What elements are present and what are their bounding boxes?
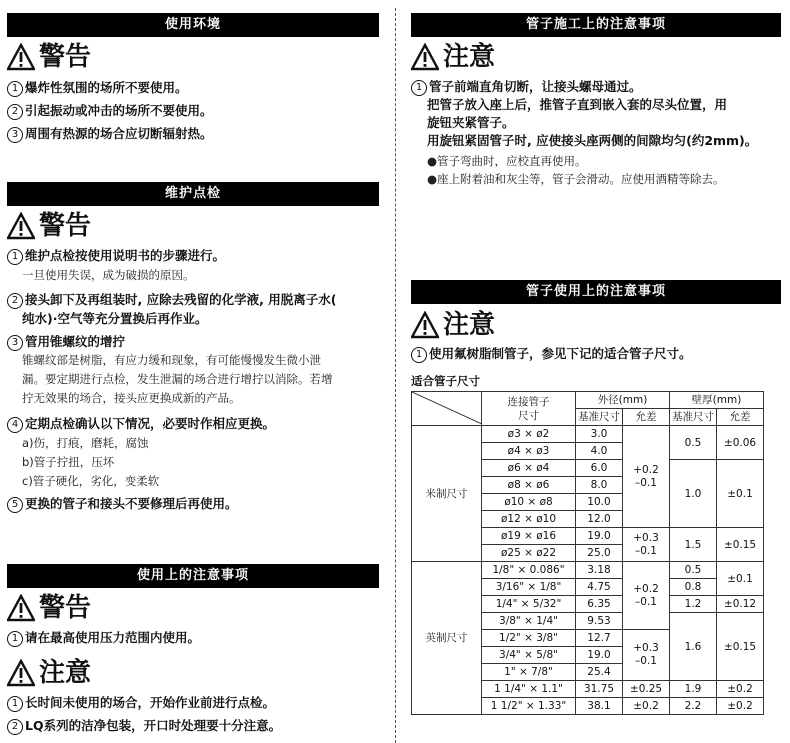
table-cell: ±0.25 [623, 681, 670, 698]
table-cell: 25.4 [576, 664, 623, 681]
list-item: 1 爆炸性氛围的场所不要使用。 [7, 79, 188, 97]
list-item: 1 使用氟树脂制管子，参见下记的适合管子尺寸。 [411, 345, 692, 363]
list-item: 5 更换的管子和接头不要修理后再使用。 [7, 495, 238, 513]
warning-triangle-icon [411, 311, 439, 339]
table-cell: 6.0 [576, 460, 623, 477]
table-cell: 3.0 [576, 426, 623, 443]
caution-heading: 注意 [411, 310, 495, 340]
table-cell: 1.0 [670, 460, 717, 528]
list-item: 4 定期点检确认以下情况，必要时作相应更换。 [7, 415, 275, 433]
table-cell: ø10 × ø8 [482, 494, 576, 511]
table-cell: +0.3 –0.1 [623, 630, 670, 681]
column-divider [395, 8, 396, 743]
table-cell: 1/2" × 3/8" [482, 630, 576, 647]
table-cell: 1.9 [670, 681, 717, 698]
table-cell: 1 1/4" × 1.1" [482, 681, 576, 698]
table-cell: ø4 × ø3 [482, 443, 576, 460]
group-label-metric: 米制尺寸 [412, 426, 482, 562]
table-cell: 3/4" × 5/8" [482, 647, 576, 664]
table-title: 适合管子尺寸 [411, 374, 480, 388]
table-cell: ±0.15 [717, 528, 764, 562]
list-item-note: a)伤，打痕，磨耗，腐蚀 [22, 436, 149, 450]
table-cell: ±0.15 [717, 613, 764, 681]
list-item: 2 接头卸下及再组装时, 应除去残留的化学液, 用脱离子水( [7, 291, 336, 309]
list-item-note: 锥螺纹部是树脂，有应力缓和现象，有可能慢慢发生微小泄 [22, 353, 321, 367]
table-cell: 6.35 [576, 596, 623, 613]
header-cell: 基准尺寸 [670, 409, 717, 426]
warning-heading: 警告 [7, 42, 91, 72]
table-cell: 0.8 [670, 579, 717, 596]
table-cell: ø12 × ø10 [482, 511, 576, 528]
table-cell: ±0.1 [717, 460, 764, 528]
table-cell: 4.0 [576, 443, 623, 460]
table-cell: 3.18 [576, 562, 623, 579]
table-cell: 31.75 [576, 681, 623, 698]
table-cell: +0.2 –0.1 [623, 426, 670, 528]
section-bar-maintenance: 维护点检 [7, 182, 379, 206]
caution-heading: 注意 [7, 658, 91, 688]
table-cell: ±0.2 [623, 698, 670, 715]
table-cell: 1" × 7/8" [482, 664, 576, 681]
table-cell: +0.2 –0.1 [623, 562, 670, 630]
diagonal-line [412, 392, 482, 424]
list-item: 1 维护点检按使用说明书的步骤进行。 [7, 247, 225, 265]
list-item-note: c)管子硬化，劣化，变柔软 [22, 474, 160, 488]
table-cell: ø3 × ø2 [482, 426, 576, 443]
warning-triangle-icon [7, 659, 35, 687]
table-cell: 1.2 [670, 596, 717, 613]
table-cell: ±0.1 [717, 562, 764, 596]
section-bar-usage: 使用上的注意事项 [7, 564, 379, 588]
list-item: 2 LQ系列的洁净包装，开口时处理要十分注意。 [7, 717, 281, 735]
table-cell: 9.53 [576, 613, 623, 630]
table-cell: 1.6 [670, 613, 717, 681]
list-item: 2 引起振动或冲击的场所不要使用。 [7, 102, 213, 120]
header-cell: 壁厚(mm) [670, 392, 764, 409]
list-item-note: 拧无效果的场合，接头应更换成新的产品。 [22, 391, 241, 405]
table-cell: ±0.12 [717, 596, 764, 613]
table-cell: ø25 × ø22 [482, 545, 576, 562]
table-cell: ±0.2 [717, 681, 764, 698]
table-cell: 0.5 [670, 426, 717, 460]
table-cell: 4.75 [576, 579, 623, 596]
table-cell: +0.3 –0.1 [623, 528, 670, 562]
table-cell: 1.5 [670, 528, 717, 562]
caution-heading: 注意 [411, 42, 495, 72]
list-item: 1 请在最高使用压力范围内使用。 [7, 629, 200, 647]
table-cell: 1/8" × 0.086" [482, 562, 576, 579]
table-cell: 12.7 [576, 630, 623, 647]
table-cell: 10.0 [576, 494, 623, 511]
list-item-cont: 用旋钮紧固管子时, 应使接头座两侧的间隙均匀(约2mm)。 [427, 133, 758, 148]
table-cell: 38.1 [576, 698, 623, 715]
header-cell: 允差 [717, 409, 764, 426]
list-item-cont: 旋钮夹紧管子。 [427, 115, 515, 130]
list-item: 1 长时间未使用的场合，开始作业前进行点检。 [7, 694, 275, 712]
list-item: 1 管子前端直角切断，让接头螺母通过。 [411, 78, 642, 96]
bullet-note: ●座上附着油和灰尘等，管子会滑动。应使用酒精等除去。 [427, 172, 725, 186]
warning-triangle-icon [7, 212, 35, 240]
list-item-note: 一旦使用失误，成为破损的原因。 [22, 268, 195, 282]
header-cell: 允差 [623, 409, 670, 426]
group-label-inch: 英制尺寸 [412, 562, 482, 715]
list-item-cont: 把管子放入座上后，推管子直到嵌入套的尽头位置，用 [427, 97, 728, 112]
table-corner-cell [412, 392, 482, 426]
section-bar-pipe-usage: 管子使用上的注意事项 [411, 280, 781, 304]
list-item-cont: 纯水)·空气等充分置换后再作业。 [22, 311, 208, 326]
table-cell: 1 1/2" × 1.33" [482, 698, 576, 715]
header-cell: 外径(mm) [576, 392, 670, 409]
table-cell: 2.2 [670, 698, 717, 715]
list-item: 3 管用锥螺纹的增拧 [7, 333, 125, 351]
table-cell: 12.0 [576, 511, 623, 528]
table-cell: ø8 × ø6 [482, 477, 576, 494]
table-cell: ±0.2 [717, 698, 764, 715]
bullet-note: ●管子弯曲时，应校直再使用。 [427, 154, 587, 168]
list-item: 3 周围有热源的场合应切断辐射热。 [7, 125, 213, 143]
table-cell: 0.5 [670, 562, 717, 579]
list-item-note: b)管子拧扭，压坏 [22, 455, 115, 469]
warning-heading: 警告 [7, 211, 91, 241]
table-cell: ø19 × ø16 [482, 528, 576, 545]
table-cell: 25.0 [576, 545, 623, 562]
table-cell: 19.0 [576, 647, 623, 664]
table-cell: 19.0 [576, 528, 623, 545]
table-cell: 3/8" × 1/4" [482, 613, 576, 630]
header-cell: 基准尺寸 [576, 409, 623, 426]
list-item-note: 漏。要定期进行点检，发生泄漏的场合进行增拧以消除。若增 [22, 372, 333, 386]
warning-triangle-icon [411, 43, 439, 71]
header-cell: 连接管子 尺寸 [482, 392, 576, 426]
table-cell: ø6 × ø4 [482, 460, 576, 477]
pipe-size-table [411, 391, 764, 715]
table-cell: 3/16" × 1/8" [482, 579, 576, 596]
warning-triangle-icon [7, 43, 35, 71]
table-cell: 8.0 [576, 477, 623, 494]
warning-heading: 警告 [7, 593, 91, 623]
table-cell: ±0.06 [717, 426, 764, 460]
section-bar-environment: 使用环境 [7, 13, 379, 37]
table-cell: 1/4" × 5/32" [482, 596, 576, 613]
section-bar-construction: 管子施工上的注意事项 [411, 13, 781, 37]
warning-triangle-icon [7, 594, 35, 622]
